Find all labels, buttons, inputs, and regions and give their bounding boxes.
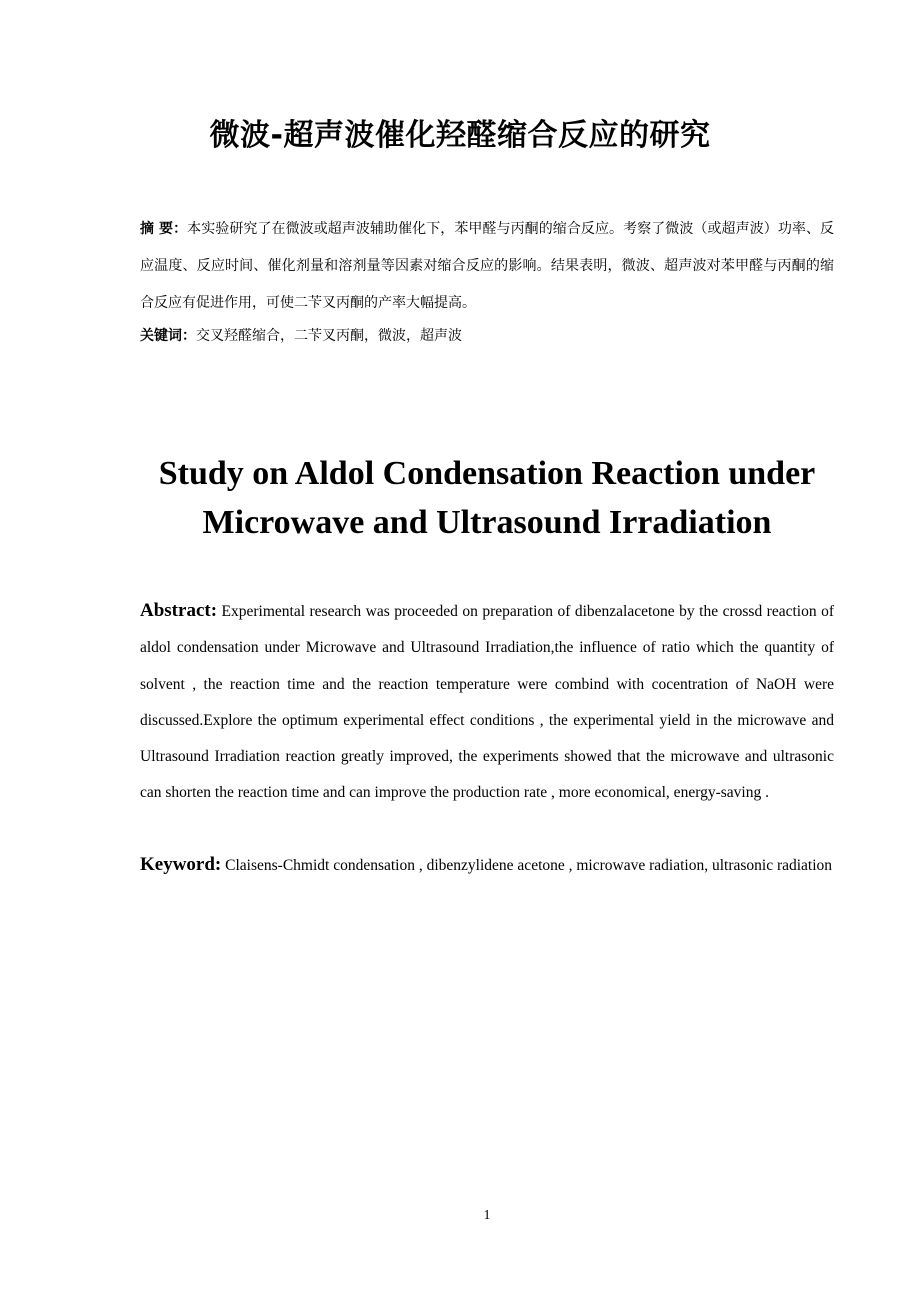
english-title bbox=[60, 449, 914, 547]
english-keywords bbox=[140, 847, 834, 884]
english-keywords-text: Claisens-Chmidt condensation , dibenzylidene acetone , microwave radiation, ultrasonic radiation bbox=[225, 857, 833, 874]
english-title-line-2: Microwave and Ultrasound Irradiation bbox=[202, 504, 772, 541]
chinese-keywords bbox=[140, 318, 834, 355]
chinese-keywords-label: 关键词： bbox=[140, 328, 196, 344]
english-abstract bbox=[140, 593, 834, 812]
english-title-line-1: Study on Aldol Condensation Reaction under bbox=[158, 455, 816, 492]
english-keywords-label: Keyword: bbox=[140, 854, 222, 875]
chinese-keywords-text: 交叉羟醛缩合，二苄叉丙酮，微波，超声波 bbox=[196, 328, 462, 344]
page-number: 1 bbox=[483, 1208, 491, 1223]
chinese-abstract-text: 本实验研究了在微波或超声波辅助催化下，苯甲醛与丙酮的缩合反应。考察了微波（或超声波）功率、反应温度、反应时间、催化剂量和溶剂量等因素对缩合反应的影响。结果表明，微波、超声波对苯甲醛与丙酮的缩合反应有促进作用，可使二苄叉丙酮的产率大幅提高。 bbox=[140, 221, 835, 311]
english-abstract-label: Abstract: bbox=[140, 600, 218, 621]
chinese-abstract bbox=[140, 211, 834, 322]
english-abstract-text: Experimental research was proceeded on preparation of dibenzalacetone by the crossd reaction of aldol condensation under Microwave and Ultrasound Irradiation,the influence of ratio which the quantity of solvent , the reaction time and the reaction temperature were combind with cocentration of NaOH were discussed.Explore the optimum experimental effect conditions , the experimental yield in the microwave and Ultrasound Irradiation reaction greatly improved, the experiments showed that the microwave and ultrasonic can shorten the reaction time and can improve the production rate , more economical, energy-saving . bbox=[140, 603, 834, 802]
chinese-title: 微波-超声波催化羟醛缩合反应的研究 bbox=[209, 118, 711, 153]
chinese-abstract-label: 摘 要： bbox=[140, 221, 188, 237]
